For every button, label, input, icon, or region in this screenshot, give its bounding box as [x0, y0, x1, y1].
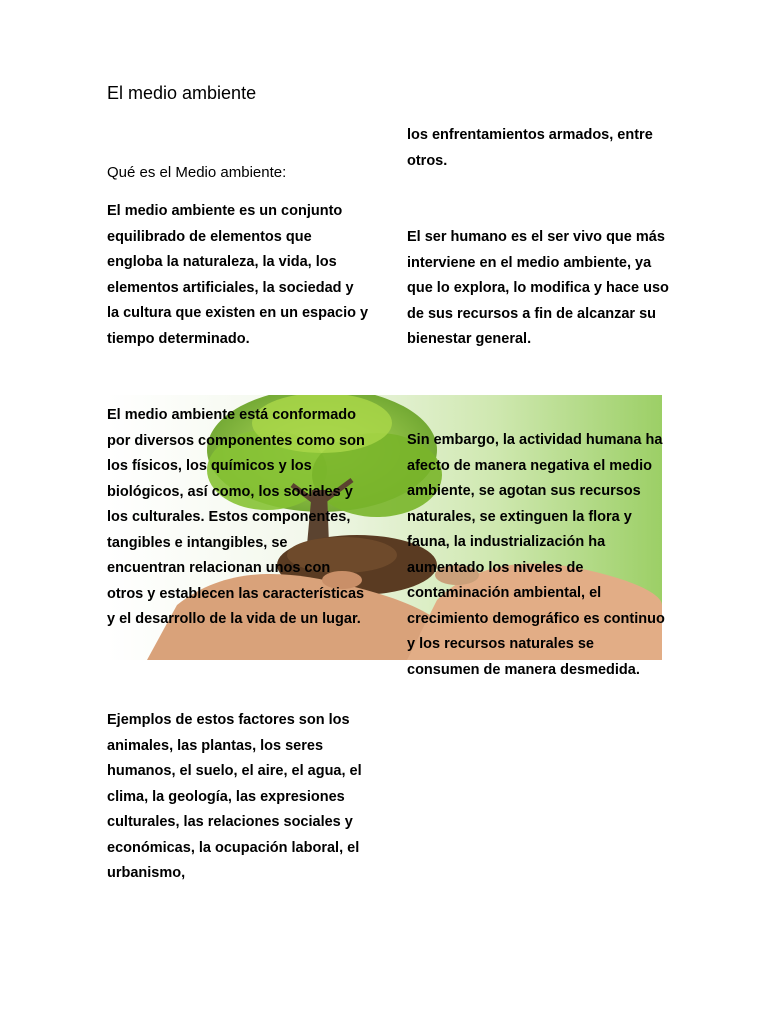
paragraph-definition: El medio ambiente es un conjunto equilibrado de elementos que engloba la naturaleza, la vida, los elementos artificiales, la sociedad y la cultura que existen en un espacio y tiempo determinado. — [107, 203, 369, 347]
paragraph-examples: Ejemplos de estos factores son los animales, las plantas, los seres humanos, el suelo, el aire, el agua, el clima, la geología, las expresiones culturales, las relaciones sociales y económicas, la ocupación laboral, el urbanismo, — [107, 712, 362, 881]
document-title: El medio ambiente — [107, 83, 257, 103]
paragraph-continuation: los enfrentamientos armados, entre otros. — [407, 127, 653, 169]
paragraph-negative-impact: Sin embargo, la actividad humana ha afecto de manera negativa el medio ambiente, se agotan sus recursos naturales, se extinguen la flora y fauna, la industrialización ha aumentado los niveles de contaminación ambiental, el crecimiento demográfico es continuo y los recursos naturales se consumen de manera desmedida. — [407, 432, 665, 678]
paragraph-human-role: El ser humano es el ser vivo que más interviene en el medio ambiente, ya que lo explora, lo modifica y hace uso de sus recursos a fin de alcanzar su bienestar general. — [407, 229, 669, 347]
paragraph-components: El medio ambiente está conformado por diversos componentes como son los físicos, los químicos y los biológicos, así como, los sociales y los culturales. Estos componentes, tangibles e intangibles, se encuentran relacionan unos con otros y establecen las características y el desarrollo de la vida de un lugar. — [107, 407, 365, 627]
section-heading: Qué es el Medio ambiente: — [107, 164, 287, 181]
